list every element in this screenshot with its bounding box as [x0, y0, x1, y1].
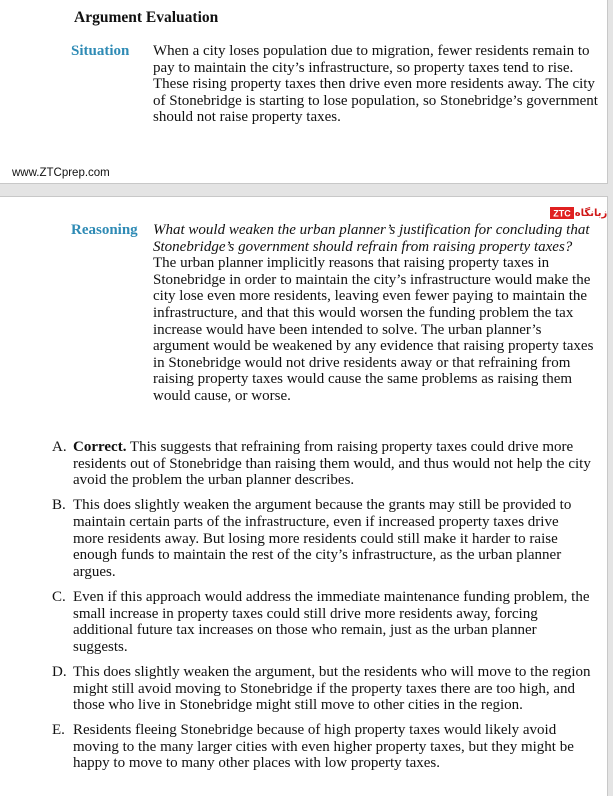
logo-latin-text: ZTC	[553, 208, 571, 219]
reasoning-explanation: The urban planner implicitly reasons that raising property taxes in Stonebridge in order to maintain the city’s infrastructure would make the city lose even more residents, leaving even fewer paying to maintain the infrastructure, and that this would worsen the funding problem the tax increase would have been intended to solve. The urban planner’s argument would be weakened by any evidence that raising property taxes in Stonebridge would not drive residents away or that refraining from raising property taxes would cause the same problems as raising them would cause, or worse.	[153, 255, 594, 404]
correct-label: Correct.	[73, 439, 127, 455]
answer-text: This suggests that refraining from raising property taxes could drive more residents out of Stonebridge than raising them would, and thus would not help the city avoid the problem the urban planner describes.	[73, 439, 591, 489]
answer-letter: C.	[52, 588, 66, 605]
answer-text: This does slightly weaken the argument, but the residents who will move to the region might still avoid moving to Stonebridge if the property taxes there are too high, and those who live in Stonebridge might still move to other cities in the region.	[73, 663, 591, 714]
answer-e	[52, 722, 592, 772]
page-1	[0, 0, 608, 184]
answer-letter: E.	[52, 722, 65, 739]
situation-label: Situation	[71, 43, 130, 59]
answer-a	[52, 439, 592, 489]
answer-letter: D.	[52, 663, 67, 680]
answer-list	[52, 439, 592, 781]
answer-b	[52, 497, 592, 580]
answer-text: Residents fleeing Stonebridge because of high property taxes would likely avoid moving to the many larger cities with even higher property taxes, but they might be happy to move to many other places with low property taxes.	[73, 722, 574, 772]
situation-text: When a city loses population due to migration, fewer residents remain to pay to maintain the city’s infrastructure, so property taxes tend to rise. These rising property taxes then drive even more residents away. The city of Stonebridge is starting to lose population, so Stonebridge’s government should not raise property taxes.	[153, 43, 598, 126]
answer-letter: A.	[52, 439, 67, 455]
reasoning-label: Reasoning	[71, 222, 138, 238]
answer-text: This does slightly weaken the argument because the grants may still be provided to maintain certain parts of the infrastructure, even if increased property taxes drive more residents away. But losing more residents could still make it harder to raise enough funds to maintain the rest of the city’s infrastructure, as the urban planner argues.	[73, 497, 572, 580]
logo-persian-text: زبانگاه	[574, 208, 608, 219]
answer-d	[52, 664, 592, 714]
site-watermark: www.ZTCprep.com	[12, 167, 110, 179]
answer-letter: B.	[52, 497, 66, 514]
reasoning-question: What would weaken the urban planner’s justification for concluding that Stonebridge’s government should refrain from raising property taxes?	[153, 222, 590, 255]
answer-text: Even if this approach would address the immediate maintenance funding problem, the small increase in property taxes could still drive more residents away, forcing additional future tax increases on those who remain, just as the urban planner suggests.	[73, 588, 590, 655]
page-2	[0, 196, 608, 796]
section-heading: Argument Evaluation	[74, 9, 219, 26]
answer-c	[52, 589, 592, 655]
reasoning-text	[153, 222, 598, 405]
